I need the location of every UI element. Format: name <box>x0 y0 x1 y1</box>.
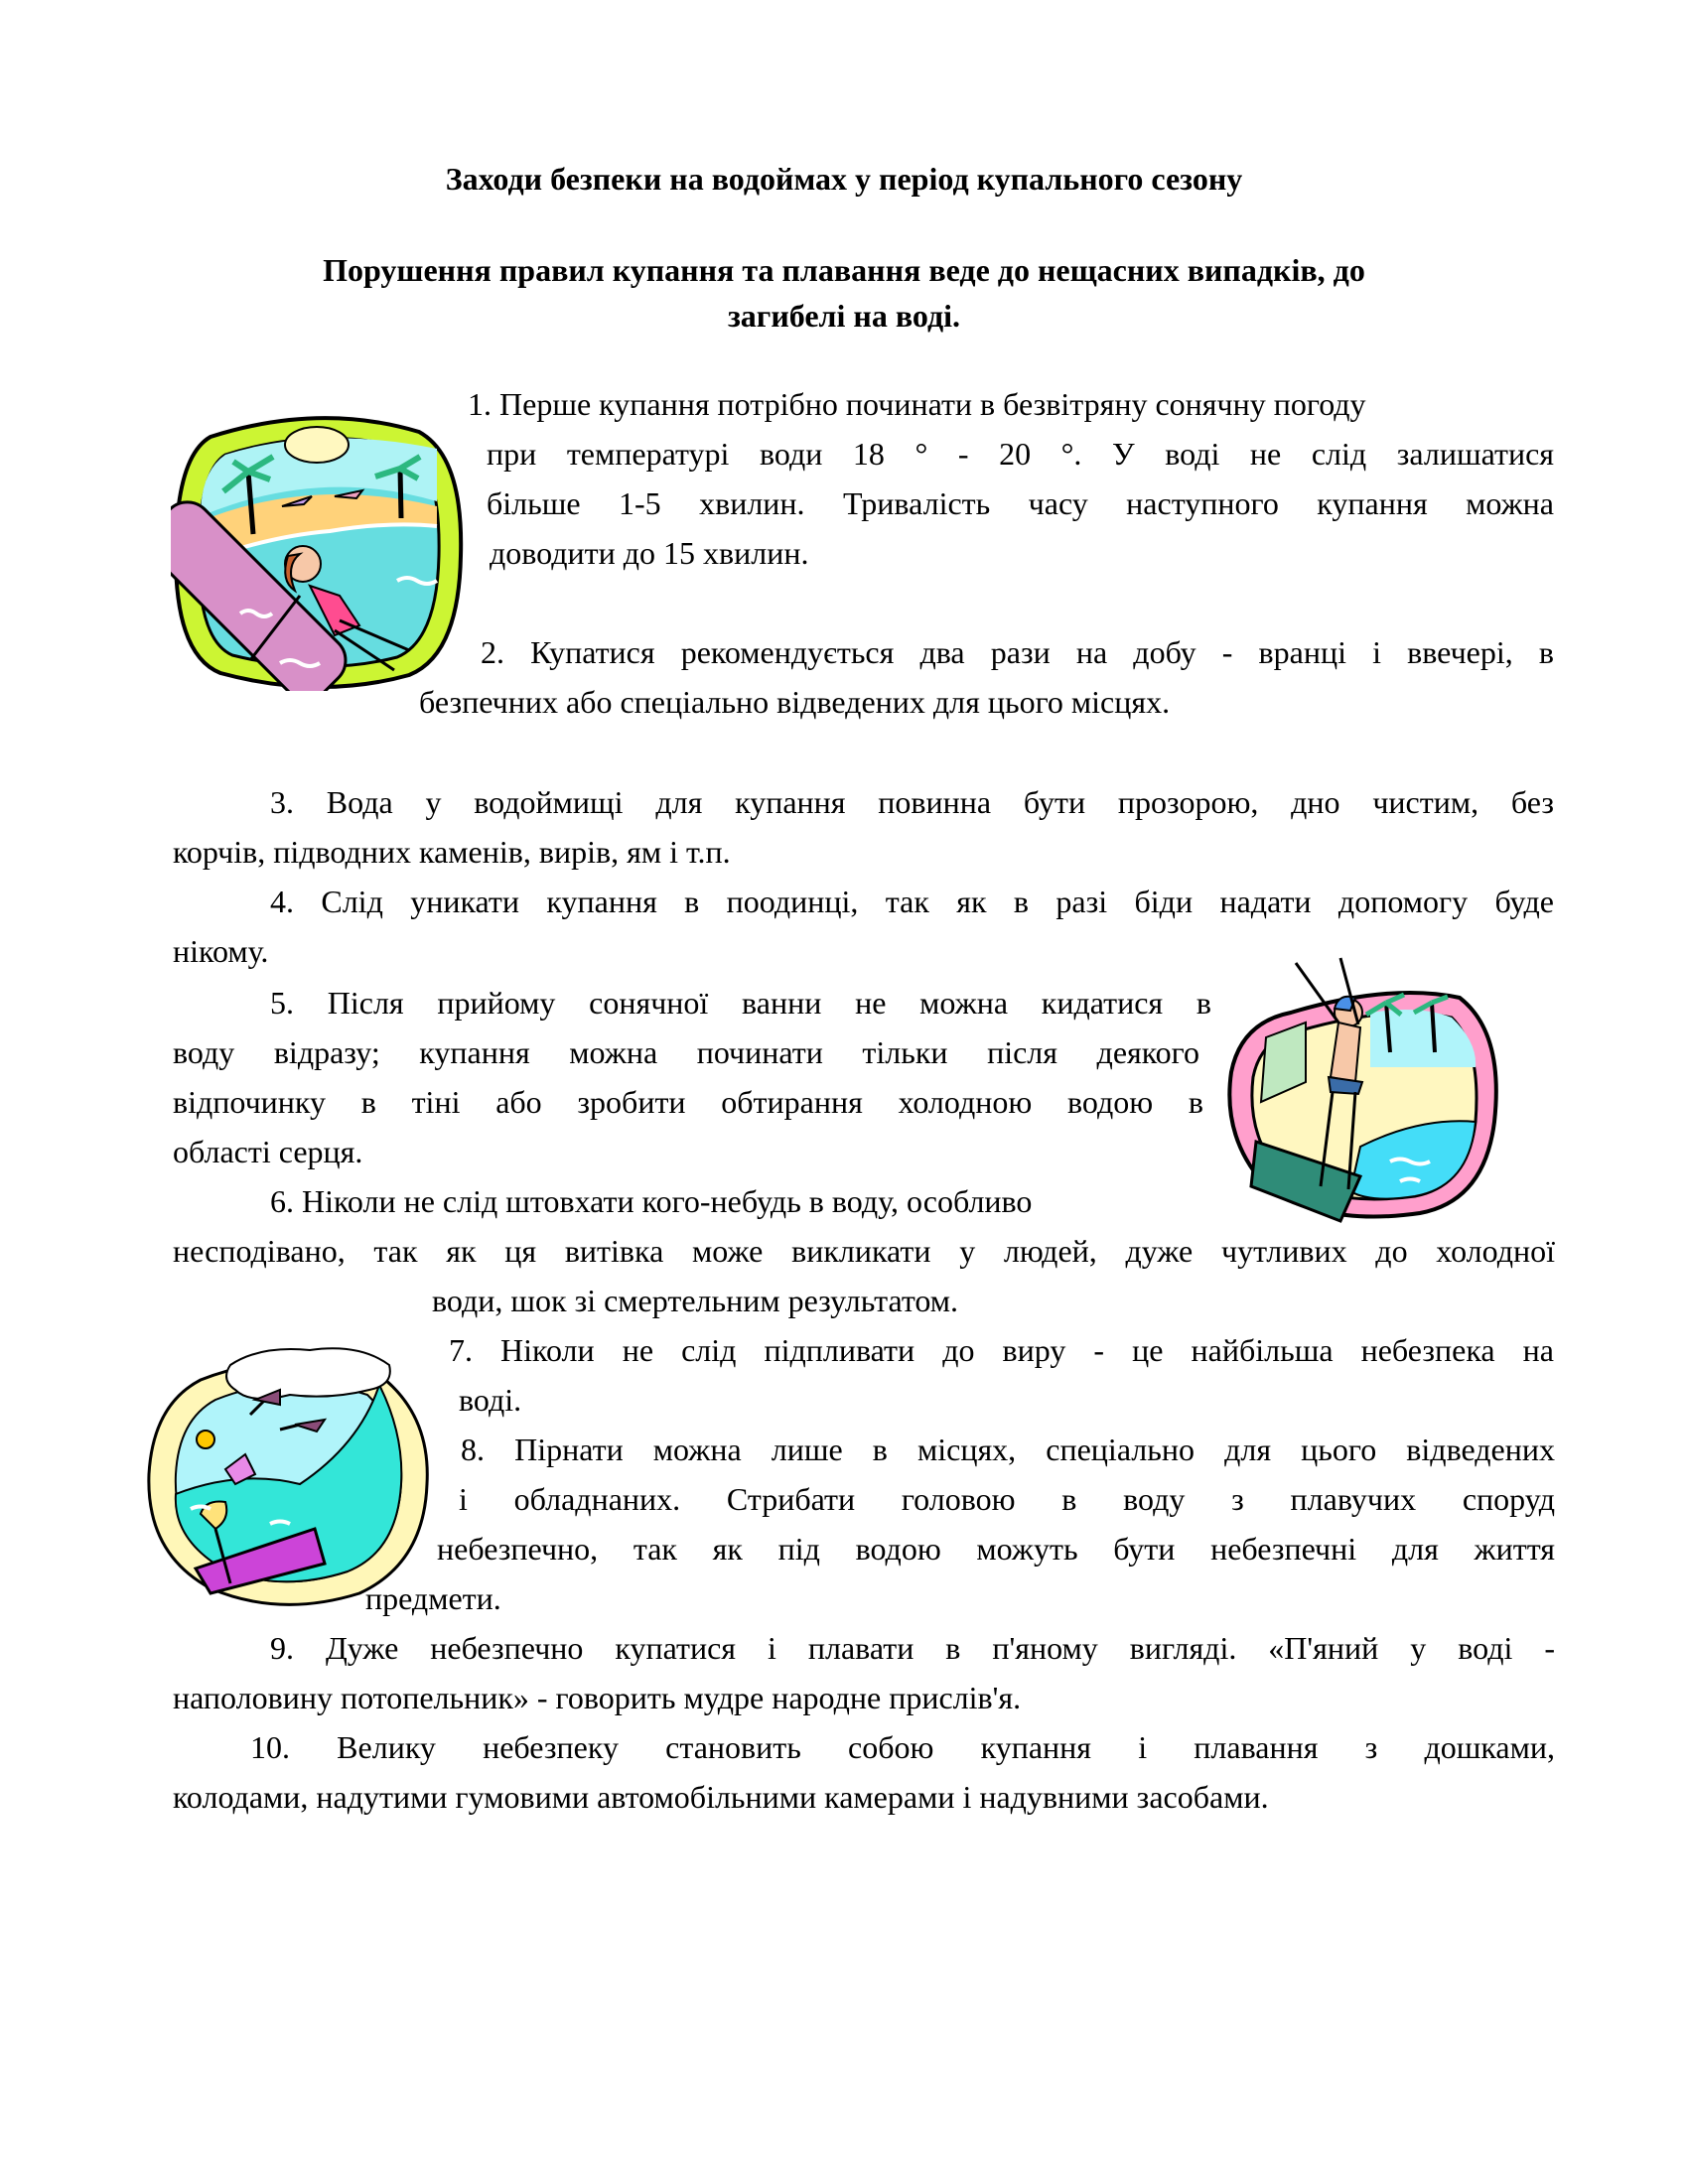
item-1-line-2: при температурі води 18 ° - 20 °. У воді не слід залишатися <box>487 436 1554 472</box>
item-5-line-3: відпочинку в тіні або зробити обтирання холодною водою в <box>173 1084 1203 1120</box>
item-8-line-1: 8. Пірнати можна лише в місцях, спеціально для цього відведених <box>461 1432 1555 1467</box>
man-on-diving-board-illustration <box>1221 943 1499 1231</box>
item-2-line-1: 2. Купатися рекомендується два рази на добу - вранці і ввечері, в <box>481 634 1554 670</box>
item-1-line-3: більше 1-5 хвилин. Тривалість часу наступного купання можна <box>487 485 1554 521</box>
item-3-line-1: 3. Вода у водоймищі для купання повинна бути прозорою, дно чистим, без <box>270 784 1554 820</box>
item-6-line-2: несподівано, так як ця витівка може викликати у людей, дуже чутливих до холодної <box>173 1233 1555 1269</box>
item-6-line-1: 6. Ніколи не слід штовхати кого-небудь в воду, особливо <box>270 1183 1033 1219</box>
document-title: Заходи безпеки на водоймах у період купального сезону <box>445 161 1243 197</box>
surfer-on-wave-illustration <box>141 1325 434 1613</box>
item-3-line-2: корчів, підводних каменів, вирів, ям і т.п. <box>173 834 731 870</box>
item-7-line-1: 7. Ніколи не слід підпливати до виру - це найбільша небезпека на <box>449 1332 1554 1368</box>
item-4-line-1: 4. Слід уникати купання в поодинці, так як в разі біди надати допомогу буде <box>270 884 1554 919</box>
subtitle-line-1: Порушення правил купання та плавання веде до нещасних випадків, до <box>323 252 1365 288</box>
item-9-line-1: 9. Дуже небезпечно купатися і плавати в п'яному вигляді. «П'яний у воді - <box>270 1630 1555 1666</box>
item-10-line-1: 10. Велику небезпеку становить собою купання і плавання з дошками, <box>250 1729 1555 1765</box>
item-1-line-1: 1. Перше купання потрібно починати в безвітряну сонячну погоду <box>468 386 1366 422</box>
item-4-line-2: нікому. <box>173 933 269 969</box>
item-5-line-1: 5. Після прийому сонячної ванни не можна кидатися в <box>270 985 1211 1021</box>
item-8-line-4: предмети. <box>365 1580 501 1616</box>
item-1-line-4: доводити до 15 хвилин. <box>490 535 809 571</box>
woman-on-air-mattress-illustration <box>171 407 467 691</box>
item-2-line-2: безпечних або спеціально відведених для цього місцях. <box>419 684 1171 720</box>
item-10-line-2: колодами, надутими гумовими автомобільними камерами і надувними засобами. <box>173 1779 1269 1815</box>
subtitle-line-2: загибелі на воді. <box>727 298 961 334</box>
item-5-line-2: воду відразу; купання можна починати тільки після деякого <box>173 1034 1199 1070</box>
item-8-line-2: і обладнаних. Стрибати головою в воду з плавучих споруд <box>459 1481 1555 1517</box>
item-7-line-2: воді. <box>459 1382 522 1418</box>
item-9-line-2: наполовину потопельник» - говорить мудре народне прислів'я. <box>173 1680 1022 1715</box>
item-5-line-4: області серця. <box>173 1134 363 1169</box>
item-8-line-3: небезпечно, так як під водою можуть бути небезпечні для життя <box>437 1531 1555 1567</box>
item-6-line-3: води, шок зі смертельним результатом. <box>432 1283 959 1318</box>
